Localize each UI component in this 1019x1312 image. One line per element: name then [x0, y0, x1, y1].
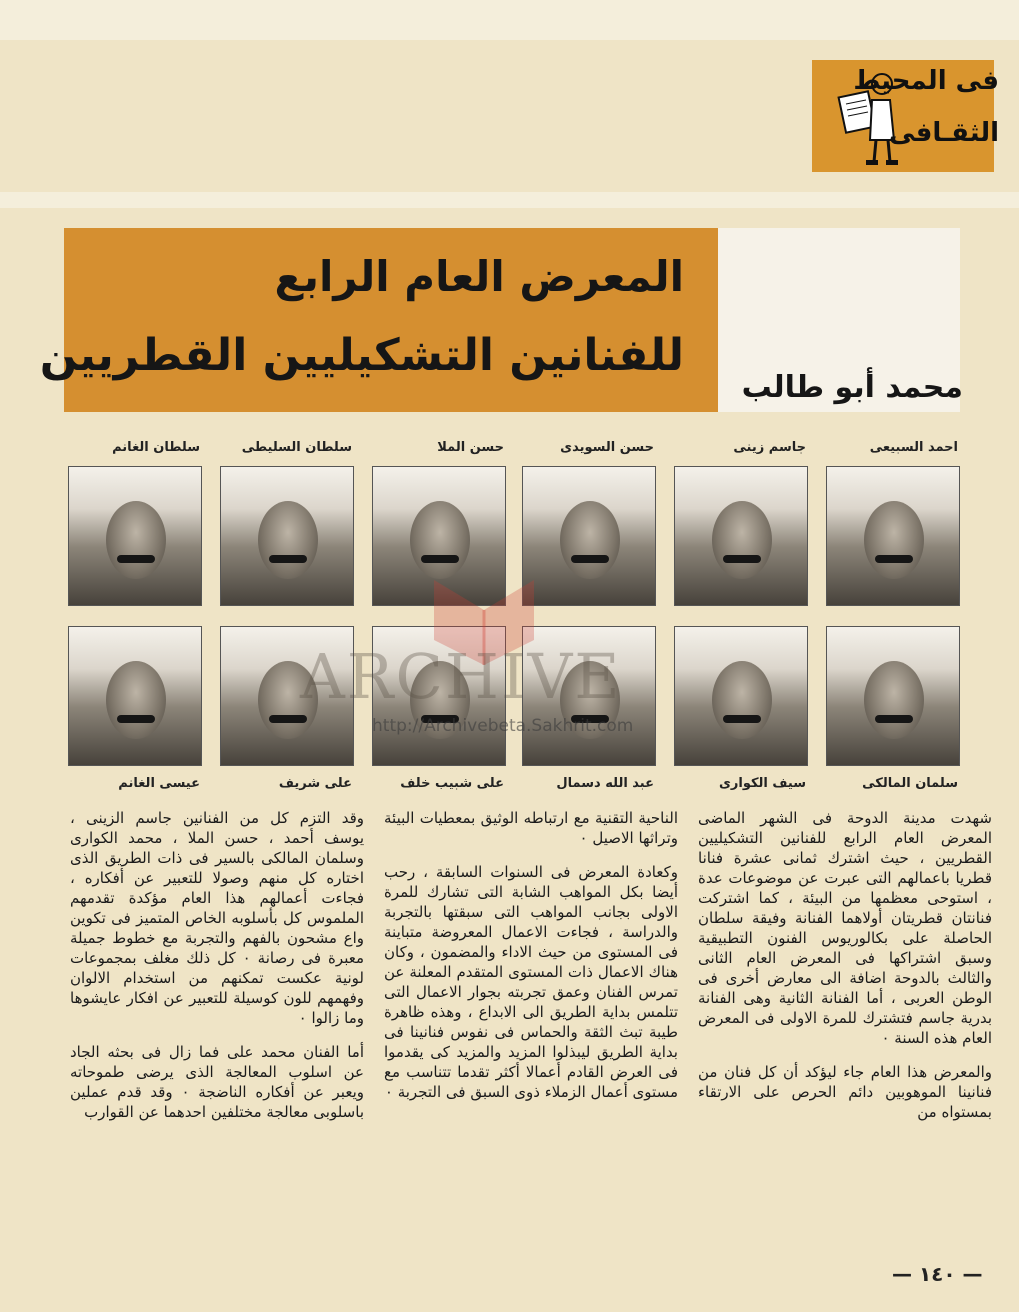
watermark-text: ARCHIVE	[300, 640, 622, 713]
article-column-middle	[384, 808, 678, 1116]
article-paragraph: شهدت مدينة الدوحة فى الشهر الماضى المعرض العام الرابع للفنانين التشكيليين القطريين ، حيث اشترك ثمانى عشرة فنانا قطريا باعمالهم التى عبرت عن موضوعات عدة ، استوحى معظمها من البيئة ، كما اشتركت فنانتان قطريتان أولاهما الفنانة وفيقة سلطان الحاصلة على بكالوريوس الفنون التطبيقية وسبق اشتراكها فى المعرض العام الثانى والثالث بالدوحة اضافة الى معارض أخرى فى الوطن العربى ، أما الفنانة الثانية وهى الفنانة بدرية جاسم فتشترك للمرة الاولى فى المعرض العام هذه السنة ٠	[698, 809, 992, 1047]
section-title-line1: فى المحيط	[853, 66, 999, 96]
article-title-box	[39, 228, 718, 412]
article-title-line2: للفنانين التشكيليين القطريين	[39, 330, 684, 381]
artist-name: سيف الكوارى	[718, 776, 806, 791]
artist-portrait	[68, 466, 202, 606]
article-paragraph: وكعادة المعرض فى السنوات السابقة ، رحب أيضا بكل المواهب الشابة التى تشارك للمرة الاولى بجانب المواهب التى سبقتها بالتجربة والدراسة ، فجاءت الاعمال المعروضة متباينة فى المستوى من حيث الاداء والمضمون ، وكان هناك الاعمال ذات المستوى المتقدم المعلنة عن تمرس الفنان وعمق تجربته بجوار الاعمال التى تتلمس بداية الطريق الى الابداع ، وهذه ظاهرة طيبة تبث الثقة والحماس فى نفوس فنانينا فى بداية الطريق ليبذلوا المزيد والمزيد كى يقدموا فى العرض القادم أعمالا أكثر تقدما تتناسب مع مستوى أعمال الزملاء ذوى السبق فى التجربة ٠	[384, 863, 678, 1101]
artist-name: سلطان السليطى	[241, 440, 352, 455]
artist-name: عيسى الغانم	[118, 776, 200, 791]
article-title-line1: المعرض العام الرابع	[274, 252, 684, 301]
artist-name: على شبيب خلف	[400, 776, 504, 791]
article-column-right	[698, 808, 992, 1136]
artist-name: سلمان المالكى	[862, 776, 958, 791]
article-column-left	[70, 808, 364, 1136]
author-byline: محمد أبو طالب	[741, 370, 963, 405]
article-paragraph: والمعرض هذا العام جاء ليؤكد أن كل فنان من فنانينا الموهوبين دائم الحرص على الارتقاء بمستواه من	[698, 1063, 992, 1121]
section-title-line2: الثقـافى	[889, 118, 999, 148]
page-number: — ١٤٠ —	[892, 1262, 983, 1286]
artist-portrait	[826, 626, 960, 766]
artist-portrait	[220, 466, 354, 606]
watermark-url: http://Archivebeta.Sakhrit.com	[372, 716, 634, 736]
artist-name: جاسم زينى	[733, 440, 806, 455]
artist-portrait	[674, 466, 808, 606]
artist-name: احمد السبيعى	[869, 440, 958, 455]
top-band	[0, 0, 1019, 40]
header-bottom-band	[0, 192, 1019, 208]
article-paragraph: وقد التزم كل من الفنانين جاسم الزينى ، يوسف أحمد ، حسن الملا ، محمد الكوارى وسلمان المالكى بالسير فى ذات الطريق الذى اختاره كل منهم وصولا للتعبير عن أفكاره ، فجاءت أعمالهم هذا العام مؤكدة تقدمهم الملموس كل بأسلوبه الخاص المتميز فى تكوين واع مشحون بالفهم والتجربة مع خطوط جميلة معبرة فى رصانة ٠ كل ذلك مغلف بمجموعات لونية عكست تمكنهم من استخدام الالوان وفهمهم للون كوسيلة للتعبير عن افكار عايشوها وما زالوا ٠	[70, 809, 364, 1027]
article-paragraph: أما الفنان محمد على فما زال فى بحثه الجاد عن اسلوب المعالجة الذى يرضى طموحاته ويعبر عن أفكاره الناضجة ٠ وقد قدم عملين باسلوبى معالجة مختلفين احدهما عن القوارب	[70, 1043, 364, 1121]
artist-portrait	[68, 626, 202, 766]
artist-name: حسن السويدى	[560, 440, 654, 455]
article-paragraph: الناحية التقنية مع ارتباطه الوثيق بمعطيات البيئة وتراثها الاصيل ٠	[384, 809, 678, 847]
artist-portrait	[826, 466, 960, 606]
artist-name: حسن الملا	[437, 440, 504, 455]
artist-name: على شريف	[278, 776, 352, 791]
artist-name: عبد الله دسمال	[556, 776, 654, 791]
artist-portrait	[674, 626, 808, 766]
artist-name: سلطان الغانم	[112, 440, 200, 455]
